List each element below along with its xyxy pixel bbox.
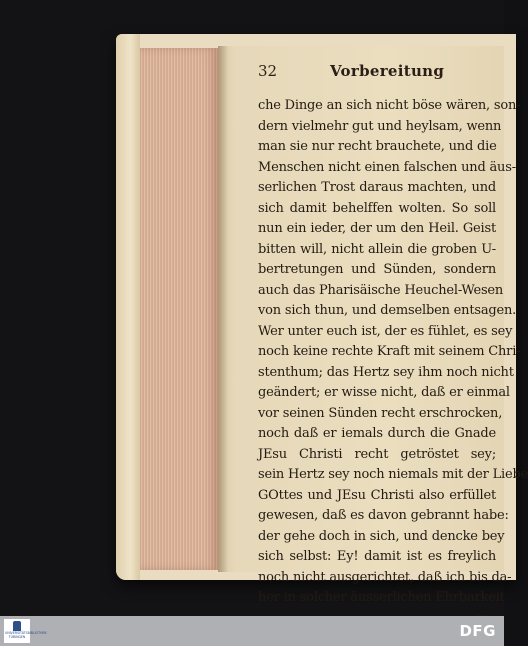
text-line: gewesen, daß es davon gebrannt habe: <box>258 508 509 523</box>
page-gutter-shadow <box>218 46 228 572</box>
footer-bar <box>0 616 504 646</box>
running-title: Vorbereitung <box>330 62 445 80</box>
text-line: GOttes und JEsu Christi also erfüllet <box>258 487 496 503</box>
text-line: sich selbst: Ey! damit ist es freylich <box>258 549 496 564</box>
library-emblem-icon <box>13 621 21 631</box>
text-line: bertretungen und Sünden, sondern <box>258 262 496 277</box>
text-line: man sie nur recht brauchete, und die <box>258 139 497 154</box>
text-line: von sich thun, und demselben entsagen. <box>258 303 517 318</box>
text-line: geändert; er wisse nicht, daß er einmal <box>258 385 510 400</box>
text-line: der gehe doch in sich, und dencke bey <box>258 528 505 544</box>
text-line: serlichen Trost daraus machten, und <box>258 180 496 195</box>
text-line: stenthum; das Hertz sey ihm noch nicht <box>258 364 514 380</box>
page-number: 32 <box>258 62 278 80</box>
text-line: che Dinge an sich nicht böse wären, son- <box>258 98 521 113</box>
dfg-logo[interactable]: DFG <box>459 622 496 640</box>
page-fore-edge <box>140 48 218 570</box>
text-block <box>258 96 528 629</box>
text-line: JEsu Christi recht getröstet sey; <box>258 446 496 462</box>
text-line: sein Hertz sey noch niemals mit der Liebe <box>258 467 528 482</box>
text-line: noch keine rechte Kraft mit seinem Chri- <box>258 344 521 359</box>
text-line: noch nicht ausgerichtet, daß ich bis da- <box>258 569 512 585</box>
library-logo[interactable] <box>4 619 47 643</box>
text-line: dern vielmehr gut und heylsam, wenn <box>258 118 502 134</box>
text-line: nun ein ieder, der um den Heil. Geist <box>258 221 496 236</box>
book-cover-edge <box>116 34 140 580</box>
text-line: Wer unter euch ist, der es fühlet, es sey <box>258 323 513 339</box>
text-line: auch das Pharisäische Heuchel-Wesen <box>258 282 504 298</box>
text-line: vor seinen Sünden recht erschrocken, <box>258 405 503 421</box>
text-line: her in solcher äusserlichen Ehrbarkeit <box>258 590 505 605</box>
text-line: bitten will, nicht allein die groben U- <box>258 241 496 257</box>
library-logo-text: UNIVERSITÄTSBIBLIOTHEK TÜBINGEN <box>5 631 47 639</box>
text-line: sich damit behelffen wolten. So soll <box>258 200 496 216</box>
text-line: noch daß er iemals durch die Gnade <box>258 426 496 441</box>
page-header <box>226 60 496 88</box>
text-line: Menschen nicht einen falschen und äus- <box>258 159 516 175</box>
